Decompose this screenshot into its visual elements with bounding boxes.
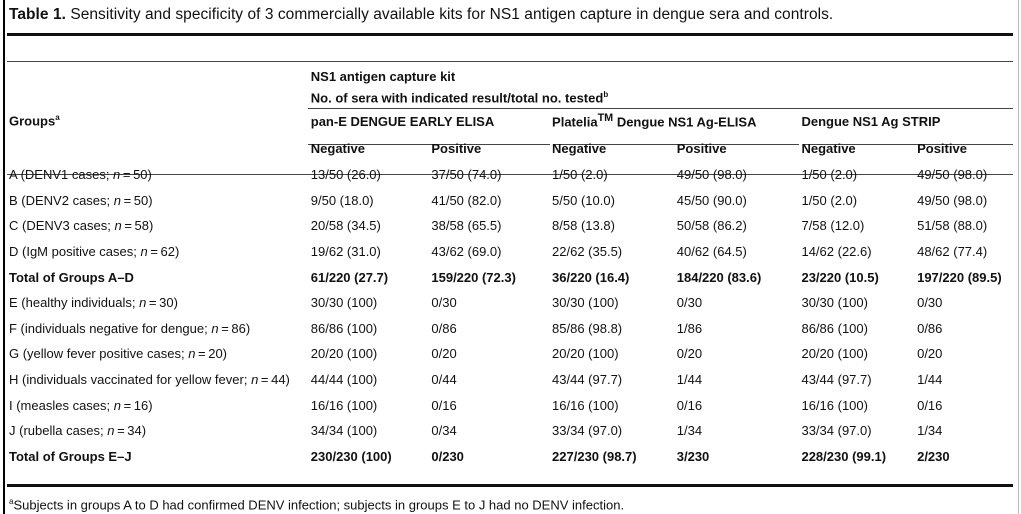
positive-cell: 0/86 <box>431 320 457 336</box>
total-row <box>7 444 1013 470</box>
negative-cell: 22/62 (35.5) <box>552 244 623 260</box>
negative-cell: 33/34 (97.0) <box>552 423 623 439</box>
positive-cell: 197/220 (89.5) <box>917 269 1002 285</box>
positive-cell: 2/230 <box>917 448 950 464</box>
negative-cell: 30/30 (100) <box>552 295 619 311</box>
positive-cell: 0/30 <box>431 295 457 311</box>
group-cell: H (individuals vaccinated for yellow fever; n = 44) <box>9 372 290 388</box>
negative-cell: 16/16 (100) <box>310 397 378 413</box>
negative-cell: 33/34 (97.0) <box>801 423 872 439</box>
kit2-negative-header: Negative <box>552 140 607 156</box>
table-footnote <box>9 497 624 512</box>
table-row <box>7 392 1013 418</box>
negative-cell: 20/20 (100) <box>310 346 378 362</box>
bottom-rule <box>7 484 1013 487</box>
positive-cell: 159/220 (72.3) <box>431 269 516 285</box>
top-rule <box>7 33 1013 36</box>
left-border <box>3 0 5 514</box>
kit1-negative-header: Negative <box>310 140 365 156</box>
positive-cell: 1/34 <box>676 423 703 439</box>
positive-cell: 184/220 (83.6) <box>676 269 762 285</box>
group-cell: C (DENV3 cases; n = 58) <box>9 218 154 234</box>
negative-cell: 20/20 (100) <box>801 346 868 362</box>
negative-cell: 86/86 (100) <box>310 320 378 336</box>
group-cell: B (DENV2 cases; n = 50) <box>9 192 153 208</box>
kit2-positive-header: Positive <box>676 140 727 156</box>
positive-cell: 38/58 (65.5) <box>431 218 502 234</box>
positive-cell: 1/44 <box>917 372 943 388</box>
positive-cell: 48/62 (77.4) <box>917 244 988 260</box>
group-cell: I (measles cases; n = 16) <box>9 397 153 413</box>
results-table <box>7 64 1013 469</box>
negative-cell: 5/50 (10.0) <box>552 192 615 208</box>
negative-cell: 20/20 (100) <box>552 346 619 362</box>
caption-text: Sensitivity and specificity of 3 commercially available kits for NS1 antigen capture in dengue sera and controls. <box>65 6 834 23</box>
total-row <box>7 264 1013 290</box>
positive-cell: 0/16 <box>676 397 703 413</box>
negative-cell: 36/220 (16.4) <box>552 269 630 285</box>
negative-cell: 61/220 (27.7) <box>310 269 389 285</box>
negative-cell: 227/230 (98.7) <box>552 448 637 464</box>
negative-cell: 9/50 (18.0) <box>310 192 374 208</box>
positive-cell: 40/62 (64.5) <box>676 244 747 260</box>
positive-cell: 0/34 <box>431 423 457 439</box>
group-cell: J (rubella cases; n = 34) <box>9 423 147 439</box>
header-top-rule <box>7 61 1013 62</box>
footnote-sup: a <box>9 497 14 506</box>
kit-name-pan-e: pan-E DENGUE EARLY ELISA <box>310 113 495 129</box>
table-row <box>7 367 1013 393</box>
kit1-positive-header: Positive <box>431 140 482 156</box>
positive-cell: 0/30 <box>917 295 943 311</box>
negative-cell: 44/44 (100) <box>310 372 378 388</box>
negative-cell: 19/62 (31.0) <box>310 244 381 260</box>
table-row <box>7 188 1013 214</box>
kit-name-row <box>7 108 1013 134</box>
table-row <box>7 418 1013 444</box>
positive-cell: 0/44 <box>431 372 457 388</box>
positive-cell: 51/58 (88.0) <box>917 218 988 234</box>
negative-cell: 43/44 (97.7) <box>801 372 872 388</box>
kit3-positive-header: Positive <box>917 140 967 156</box>
kit-title <box>307 64 1013 108</box>
footnote-text: Subjects in groups A to D had confirmed DENV infection; subjects in groups E to J had no DENV infection. <box>13 497 625 513</box>
negative-cell: 7/58 (12.0) <box>801 218 865 234</box>
group-cell: D (IgM positive cases; n = 62) <box>9 244 180 260</box>
positive-cell: 1/86 <box>676 320 703 336</box>
negative-cell: 20/58 (34.5) <box>310 218 381 234</box>
negative-cell: 85/86 (98.8) <box>552 320 623 336</box>
negative-cell: 16/16 (100) <box>801 397 868 413</box>
group-cell: E (healthy individuals; n = 30) <box>9 295 178 311</box>
positive-cell: 0/86 <box>917 320 943 336</box>
table-row <box>7 239 1013 265</box>
positive-cell: 43/62 (69.0) <box>431 244 502 260</box>
positive-cell: 0/16 <box>917 397 943 413</box>
positive-cell: 0/16 <box>431 397 457 413</box>
negative-cell: 230/230 (100) <box>310 448 392 464</box>
table-row <box>7 316 1013 342</box>
kit3-negative-header: Negative <box>801 140 856 156</box>
table-row <box>7 213 1013 239</box>
positive-cell: 49/50 (98.0) <box>917 192 988 208</box>
table-row <box>7 341 1013 367</box>
kit-title-row <box>7 64 1013 108</box>
positive-cell: 45/50 (90.0) <box>676 192 747 208</box>
kit-title-sup: b <box>603 90 609 99</box>
negative-cell: 14/62 (22.6) <box>801 244 872 260</box>
negative-cell: 43/44 (97.7) <box>552 372 623 388</box>
table-body <box>7 162 1013 469</box>
kit-name-strip: Dengue NS1 Ag STRIP <box>801 113 941 129</box>
table-caption <box>9 6 833 24</box>
positive-cell: 41/50 (82.0) <box>431 192 502 208</box>
group-cell: Total of Groups A–D <box>9 269 134 285</box>
kit-title-line2: No. of sera with indicated result/total no. tested <box>310 90 604 106</box>
negative-cell: 16/16 (100) <box>552 397 619 413</box>
negative-cell: 34/34 (100) <box>310 423 378 439</box>
positive-cell: 1/34 <box>917 423 943 439</box>
group-cell: Total of Groups E–J <box>9 448 132 464</box>
positive-cell: 0/30 <box>676 295 703 311</box>
negative-cell: 13/50 (26.0) <box>310 167 381 183</box>
positive-cell: 49/50 (98.0) <box>676 167 747 183</box>
group-cell: G (yellow fever positive cases; n = 20) <box>9 346 228 362</box>
negative-cell: 8/58 (13.8) <box>552 218 615 234</box>
positive-cell: 0/230 <box>431 448 464 464</box>
negative-cell: 30/30 (100) <box>310 295 378 311</box>
negative-cell: 23/220 (10.5) <box>801 269 879 285</box>
kit-title-line1: NS1 antigen capture kit <box>310 69 456 84</box>
negative-cell: 228/230 (99.1) <box>801 448 887 464</box>
group-cell: F (individuals negative for dengue; n = 86) <box>9 320 251 336</box>
positive-cell: 0/20 <box>917 346 943 362</box>
positive-cell: 0/20 <box>431 346 457 362</box>
caption-label: Table 1. <box>9 6 66 23</box>
positive-cell: 0/20 <box>676 346 703 362</box>
positive-cell: 1/44 <box>676 372 703 388</box>
kit-name-platelia: Platelia™ Dengue NS1 Ag-ELISA <box>552 112 757 130</box>
negative-cell: 86/86 (100) <box>801 320 868 336</box>
table-row <box>7 290 1013 316</box>
result-subheader-row <box>7 134 1013 162</box>
positive-cell: 50/58 (86.2) <box>676 218 747 234</box>
table-row <box>7 162 1013 188</box>
positive-cell: 3/230 <box>676 448 710 464</box>
right-border <box>1018 0 1019 514</box>
groups-header: Groups$^a$ <box>9 113 60 129</box>
negative-cell: 1/50 (2.0) <box>552 167 608 183</box>
positive-cell: 49/50 (98.0) <box>917 167 988 183</box>
positive-cell: 37/50 (74.0) <box>431 167 502 183</box>
negative-cell: 30/30 (100) <box>801 295 868 311</box>
negative-cell: 1/50 (2.0) <box>801 167 858 183</box>
group-cell: A (DENV1 cases; n = 50) <box>9 167 152 183</box>
negative-cell: 1/50 (2.0) <box>801 192 858 208</box>
